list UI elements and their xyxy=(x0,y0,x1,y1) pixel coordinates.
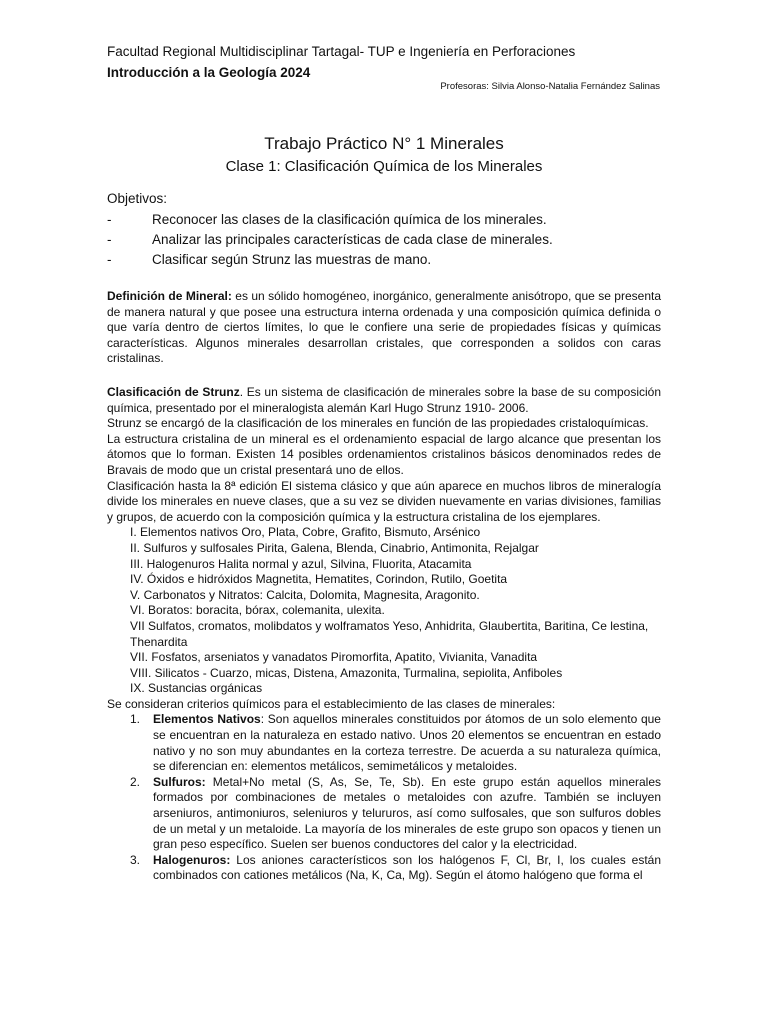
objectives-list xyxy=(107,210,667,270)
document-title: Trabajo Práctico N° 1 Minerales xyxy=(264,134,504,153)
mineral-class-item: IV. Óxidos e hidróxidos Magnetita, Hematites, Corindon, Rutilo, Goetita xyxy=(130,572,508,587)
definition-term: Definición de Mineral: xyxy=(107,289,232,303)
mineral-class-item: II. Sulfuros y sulfosales Pirita, Galena, Blenda, Cinabrio, Antimonita, Rejalgar xyxy=(130,540,539,555)
criteria-item: 1. Elementos Nativos: Son aquellos minerales constituidos por átomos de un solo elemento que se encuentran en la naturaleza en estado nativo. Unos 20 elementos se encuentran en estado nativo y no son muy abundantes en la corteza terrestre. De acuerda a su naturaleza química, se diferencian en: elementos metálicos, semimetálicos y metaloides. xyxy=(130,712,661,774)
objective-item: - Analizar las principales características de cada clase de minerales. xyxy=(107,230,667,250)
criteria-item: 2. Sulfuros: Metal+No metal (S, As, Se, Te, Sb). En este grupo están aquellos minerales formados por combinaciones de metales o metaloides con azufre. También se incluyen arseniuros, antimoniuros, seleniuros y telururos, así como sulfosales, que son sulfuros dobles de un metal y un metaloide. La mayoría de los minerales de este grupo son opacos y tienen un gran peso específico. Suelen ser buenos conductores del calor y la electricidad. xyxy=(130,774,661,852)
mineral-class-item: VII. Fosfatos, arseniatos y vanadatos Piromorfita, Apatito, Vivianita, Vanadita xyxy=(130,650,538,665)
criteria-list xyxy=(107,712,661,884)
strunz-paragraph: Strunz se encargó de la clasificación de los minerales en función de las propiedades cristaloquímicas. xyxy=(107,416,649,431)
mineral-class-item: IX. Sustancias orgánicas xyxy=(130,681,263,696)
mineral-class-item: I. Elementos nativos Oro, Plata, Cobre, Grafito, Bismuto, Arsénico xyxy=(130,525,481,540)
document-subtitle: Clase 1: Clasificación Química de los Minerales xyxy=(225,158,543,175)
strunz-term: Clasificación de Strunz xyxy=(107,385,240,399)
objectives-heading: Objetivos: xyxy=(107,191,168,206)
objective-item: - Clasificar según Strunz las muestras de mano. xyxy=(107,250,667,270)
objective-item: - Reconocer las clases de la clasificación química de los minerales. xyxy=(107,210,667,230)
criteria-term: Sulfuros: xyxy=(153,774,206,789)
strunz-section xyxy=(107,385,661,884)
criteria-term: Elementos Nativos xyxy=(153,712,261,727)
criteria-number: 1. xyxy=(130,712,141,727)
definition-text: es un sólido homogéneo, inorgánico, generalmente anisótropo, que se presenta de manera natural y que posee una estructura interna ordenada y una composición química definida o que varía dentro de ciertos límites, lo que le confiere una serie de propiedades físicas y químicas características. Algunos minerales desarrollan cristales, que corresponden a solidos con caras cristalinas. xyxy=(107,289,661,366)
mineral-class-item: VIII. Silicatos - Cuarzo, micas, Distena, Amazonita, Turmalina, sepiolita, Anfiboles xyxy=(130,665,563,680)
criteria-number: 2. xyxy=(130,774,141,789)
list-dash: - xyxy=(107,252,112,267)
mineral-class-item: VII Sulfatos, cromatos, molibdatos y wolframatos Yeso, Anhidrita, Glaubertita, Baritina, Ce lestina, Thenardita xyxy=(130,618,649,649)
criteria-number: 3. xyxy=(130,852,141,867)
mineral-class-item: V. Carbonatos y Nitratos: Calcita, Dolomita, Magnesita, Aragonito. xyxy=(130,587,480,602)
strunz-intro: Clasificación de Strunz. Es un sistema de clasificación de minerales sobre la base de su composición química, presentado por el mineralogista alemán Karl Hugo Strunz 1910- 2006. xyxy=(107,385,661,415)
criteria-lead: Se consideran criterios químicos para el establecimiento de las clases de minerales: xyxy=(107,696,556,711)
mineral-class-item: VI. Boratos: boracita, bórax, colemanita, ulexita. xyxy=(130,603,385,618)
header-professors: Profesoras: Silvia Alonso-Natalia Fernández Salinas xyxy=(440,81,660,92)
definition-paragraph xyxy=(107,289,661,367)
criteria-item: 3. Halogenuros: Los aniones característicos son los halógenos F, Cl, Br, I, los cuales están combinados con cationes metálicos (Na, K, Ca, Mg). Según el átomo halógeno que forma el xyxy=(130,852,661,883)
mineral-class-item: III. Halogenuros Halita normal y azul, Silvina, Fluorita, Atacamita xyxy=(130,556,472,571)
strunz-paragraph: Clasificación hasta la 8ª edición El sistema clásico y que aún aparece en muchos libros de mineralogía divide los minerales en nueve clases, que a su vez se dividen nuevamente en varias divisiones, familias y grupos, de acuerdo con la composición química y la estructura cristalina de los ejemplares. xyxy=(107,478,661,524)
list-dash: - xyxy=(107,212,112,227)
strunz-paragraph: La estructura cristalina de un mineral es el ordenamiento espacial de largo alcance que presentan los átomos que lo forman. Existen 14 posibles ordenamientos cristalinos básicos denominados redes de Bravais de modo que un cristal presentará uno de ellos. xyxy=(107,431,661,477)
header-institution: Facultad Regional Multidisciplinar Tartagal- TUP e Ingeniería en Perforaciones xyxy=(107,44,576,59)
header-course: Introducción a la Geología 2024 xyxy=(107,65,311,80)
criteria-term: Halogenuros: xyxy=(153,852,231,867)
list-dash: - xyxy=(107,232,112,247)
mineral-classes-list xyxy=(107,525,661,697)
